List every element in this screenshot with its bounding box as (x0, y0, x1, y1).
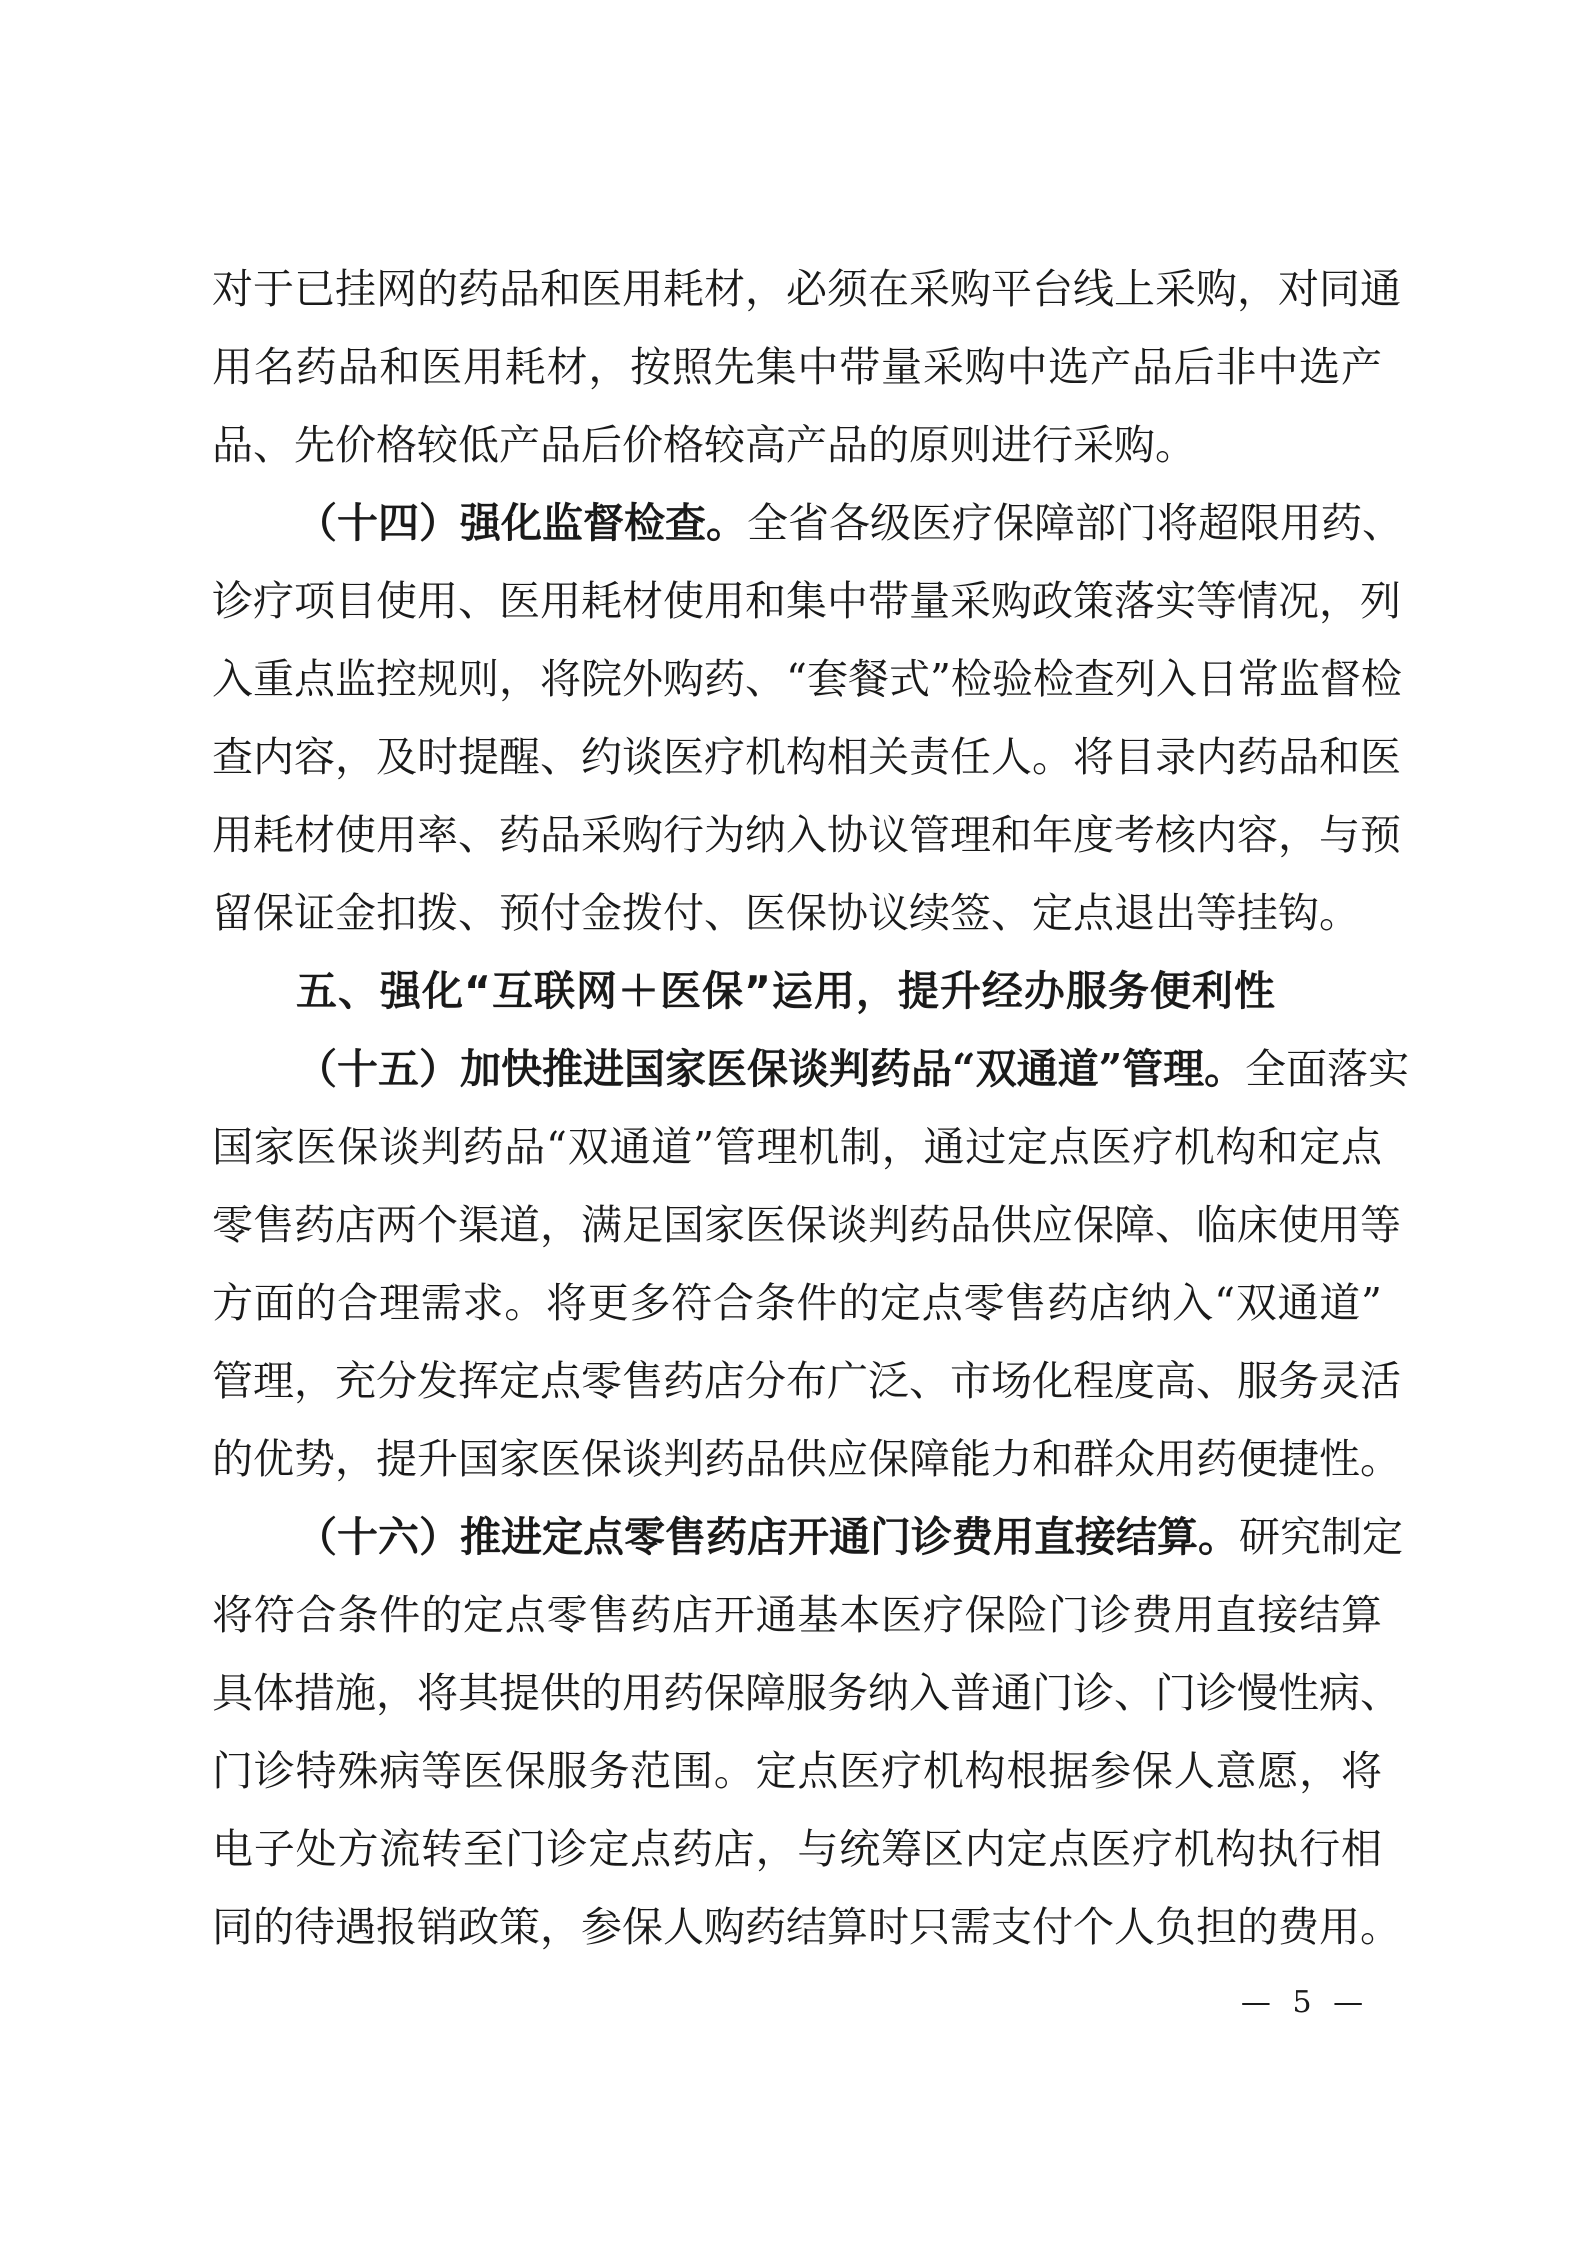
text-line: 同的待遇报销政策，参保人购药结算时只需支付个人负担的费用。 (212, 1903, 1401, 1951)
paragraph-outpatient-settlement (212, 1498, 1403, 1966)
text-line: 对于已挂网的药品和医用耗材，必须在采购平台线上采购，对同通 (212, 265, 1401, 313)
text-line: 入重点监控规则，将院外购药、“套餐式”检验检查列入日常监督检 (212, 655, 1402, 703)
paragraph-lead-rest: 全面落实 (1245, 1045, 1410, 1093)
text-line: 用名药品和医用耗材，按照先集中带量采购中选产品后非中选产 (212, 343, 1382, 391)
text-line: 将符合条件的定点零售药店开通基本医疗保险门诊费用直接结算 (212, 1591, 1382, 1639)
text-line (212, 484, 1403, 562)
paragraph-procurement (212, 250, 1401, 484)
text-line: 零售药店两个渠道，满足国家医保谈判药品供应保障、临床使用等 (212, 1201, 1401, 1249)
section-heading: 五、强化“互联网＋医保”运用，提升经办服务便利性 (296, 967, 1276, 1015)
paragraph-supervision (212, 484, 1403, 952)
page-number: — 5 — (1240, 1985, 1370, 2020)
text-line: 具体措施，将其提供的用药保障服务纳入普通门诊、门诊慢性病、 (212, 1669, 1401, 1717)
text-line: 留保证金扣拨、预付金拨付、医保协议续签、定点退出等挂钩。 (212, 889, 1360, 937)
text-line: 方面的合理需求。将更多符合条件的定点零售药店纳入“双通道” (212, 1279, 1382, 1327)
document-body (212, 250, 1410, 1966)
text-line: 用耗材使用率、药品采购行为纳入协议管理和年度考核内容，与预 (212, 811, 1401, 859)
text-line: 国家医保谈判药品“双通道”管理机制，通过定点医疗机构和定点 (212, 1123, 1382, 1171)
paragraph-lead-rest: 全省各级医疗保障部门将超限用药、 (747, 499, 1403, 547)
text-line: 查内容，及时提醒、约谈医疗机构相关责任人。将目录内药品和医 (212, 733, 1401, 781)
paragraph-lead: （十四）强化监督检查。 (296, 499, 747, 547)
text-line: 的优势，提升国家医保谈判药品供应保障能力和群众用药便捷性。 (212, 1435, 1401, 1483)
paragraph-lead: （十六）推进定点零售药店开通门诊费用直接结算。 (296, 1513, 1239, 1561)
paragraph-lead-rest: 研究制定 (1239, 1513, 1403, 1561)
paragraph-dual-channel (212, 1030, 1410, 1498)
text-line (212, 1498, 1403, 1576)
text-line: 管理，充分发挥定点零售药店分布广泛、市场化程度高、服务灵活 (212, 1357, 1401, 1405)
text-line (212, 1030, 1410, 1108)
paragraph-lead: （十五）加快推进国家医保谈判药品“双通道”管理。 (296, 1045, 1246, 1093)
text-line: 诊疗项目使用、医用耗材使用和集中带量采购政策落实等情况，列 (212, 577, 1401, 625)
text-line: 电子处方流转至门诊定点药店，与统筹区内定点医疗机构执行相 (212, 1825, 1382, 1873)
text-line: 品、先价格较低产品后价格较高产品的原则进行采购。 (212, 421, 1196, 469)
text-line: 门诊特殊病等医保服务范围。定点医疗机构根据参保人意愿，将 (212, 1747, 1382, 1795)
